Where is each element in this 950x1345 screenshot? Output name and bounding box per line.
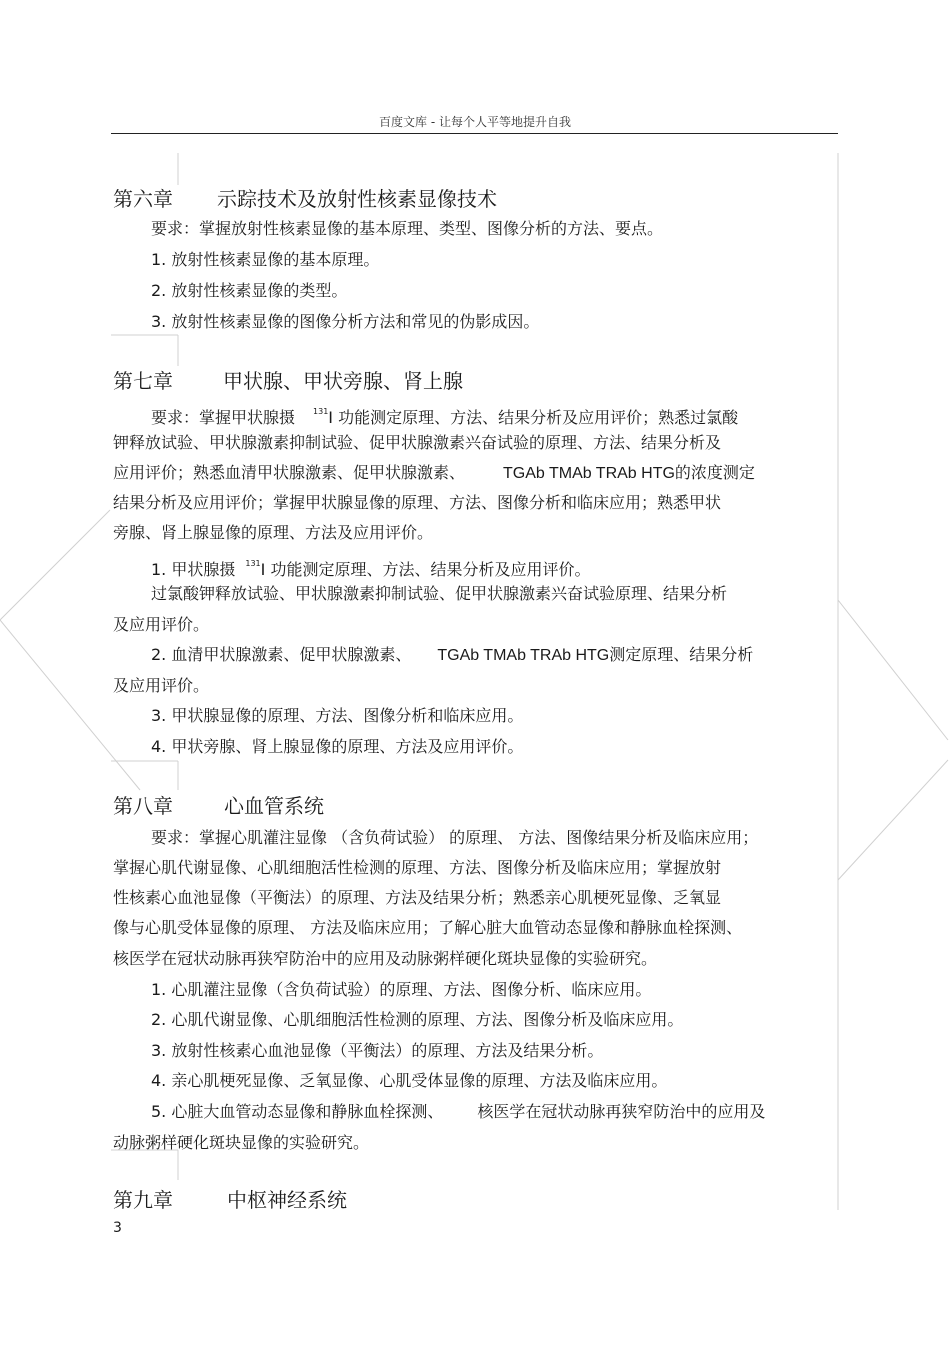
chapter-title: 示踪技术及放射性核素显像技术 (217, 187, 497, 211)
chapter-number: 第九章 (113, 1188, 173, 1212)
list-item: 1. 放射性核素显像的基本原理。 (151, 250, 380, 269)
paragraph-line: 结果分析及应用评价；掌握甲状腺显像的原理、方法、图像分析和临床应用；熟悉甲状 (113, 493, 722, 512)
text-run: 测定原理、结果分析 (609, 645, 754, 664)
paragraph-line: 及应用评价。 (113, 615, 210, 634)
isotope-superscript: 131 (313, 407, 329, 416)
paragraph-line (151, 401, 738, 429)
list-item: 2. 放射性核素显像的类型。 (151, 281, 348, 300)
list-item: 4. 亲心肌梗死显像、乏氧显像、心肌受体显像的原理、方法及临床应用。 (151, 1071, 668, 1090)
paragraph-line: 要求：掌握放射性核素显像的基本原理、类型、图像分析的方法、要点。 (151, 219, 664, 238)
paragraph-line: 旁腺、肾上腺显像的原理、方法及应用评价。 (113, 523, 434, 542)
chapter-6-heading (113, 186, 497, 212)
text-run: I 功能测定原理、方法、结果分析及应用评价；熟悉过氯酸 (328, 408, 739, 427)
list-item: 1. 心肌灌注显像（含负荷试验）的原理、方法、图像分析、临床应用。 (151, 980, 652, 999)
text-run: 的浓度测定 (674, 463, 755, 482)
text-run: 核医学在冠状动脉再狭窄防治中的应用及 (477, 1102, 766, 1121)
paragraph-line: 掌握心肌代谢显像、心肌细胞活性检测的原理、方法、图像分析及临床应用；掌握放射 (113, 858, 722, 877)
abbreviation-list: TGAb TMAb TRAb HTG (503, 465, 675, 482)
text-run: 应用评价；熟悉血清甲状腺激素、促甲状腺激素、 (113, 463, 466, 482)
chapter-7-heading (113, 368, 463, 394)
list-item: 3. 甲状腺显像的原理、方法、图像分析和临床应用。 (151, 706, 524, 725)
chapter-title: 甲状腺、甲状旁腺、肾上腺 (223, 369, 463, 393)
paragraph-line: 要求：掌握心肌灌注显像 （含负荷试验） 的原理、 方法、图像结果分析及临床应用； (151, 828, 759, 847)
paragraph-line (113, 462, 755, 485)
page-number: 3 (113, 1220, 122, 1236)
list-item (151, 553, 590, 581)
chapter-title: 中枢神经系统 (227, 1188, 347, 1212)
paragraph-line: 动脉粥样硬化斑块显像的实验研究。 (113, 1133, 370, 1152)
paragraph-line: 过氯酸钾释放试验、甲状腺激素抑制试验、促甲状腺激素兴奋试验原理、结果分析 (151, 584, 728, 603)
list-item: 3. 放射性核素心血池显像（平衡法）的原理、方法及结果分析。 (151, 1041, 604, 1060)
header-rule (111, 133, 838, 134)
text-run: I 功能测定原理、方法、结果分析及应用评价。 (260, 560, 591, 579)
list-item: 2. 心肌代谢显像、心肌细胞活性检测的原理、方法、图像分析及临床应用。 (151, 1010, 684, 1029)
paragraph-line: 核医学在冠状动脉再狭窄防治中的应用及动脉粥样硬化斑块显像的实验研究。 (113, 949, 658, 968)
paragraph-line: 及应用评价。 (113, 676, 210, 695)
paragraph-line: 钾释放试验、甲状腺激素抑制试验、促甲状腺激素兴奋试验的原理、方法、结果分析及 (113, 433, 722, 452)
list-item (151, 644, 753, 667)
text-run: 5. 心脏大血管动态显像和静脉血栓探测、 (151, 1102, 444, 1121)
list-item: 4. 甲状旁腺、肾上腺显像的原理、方法及应用评价。 (151, 737, 524, 756)
paragraph-line: 像与心肌受体显像的原理、 方法及临床应用；了解心脏大血管动态显像和静脉血栓探测、 (113, 918, 743, 937)
chapter-number: 第七章 (113, 369, 173, 393)
abbreviation-list: TGAb TMAb TRAb HTG (437, 647, 610, 664)
chapter-8-heading (113, 793, 324, 819)
text-run: 1. 甲状腺摄 (151, 560, 236, 579)
isotope-superscript: 131 (245, 559, 261, 568)
text-run: 2. 血清甲状腺激素、促甲状腺激素、 (151, 645, 412, 664)
list-item: 3. 放射性核素显像的图像分析方法和常见的伪影成因。 (151, 312, 540, 331)
page-header: 百度文库 - 让每个人平等地提升自我 (379, 115, 571, 129)
chapter-9-heading (113, 1187, 347, 1213)
list-item (151, 1101, 765, 1123)
chapter-title: 心血管系统 (224, 794, 324, 818)
chapter-number: 第六章 (113, 187, 173, 211)
text-run: 要求：掌握甲状腺摄 (151, 408, 296, 427)
chapter-number: 第八章 (113, 794, 173, 818)
paragraph-line: 性核素心血池显像（平衡法）的原理、方法及结果分析；熟悉亲心肌梗死显像、乏氧显 (113, 888, 722, 907)
